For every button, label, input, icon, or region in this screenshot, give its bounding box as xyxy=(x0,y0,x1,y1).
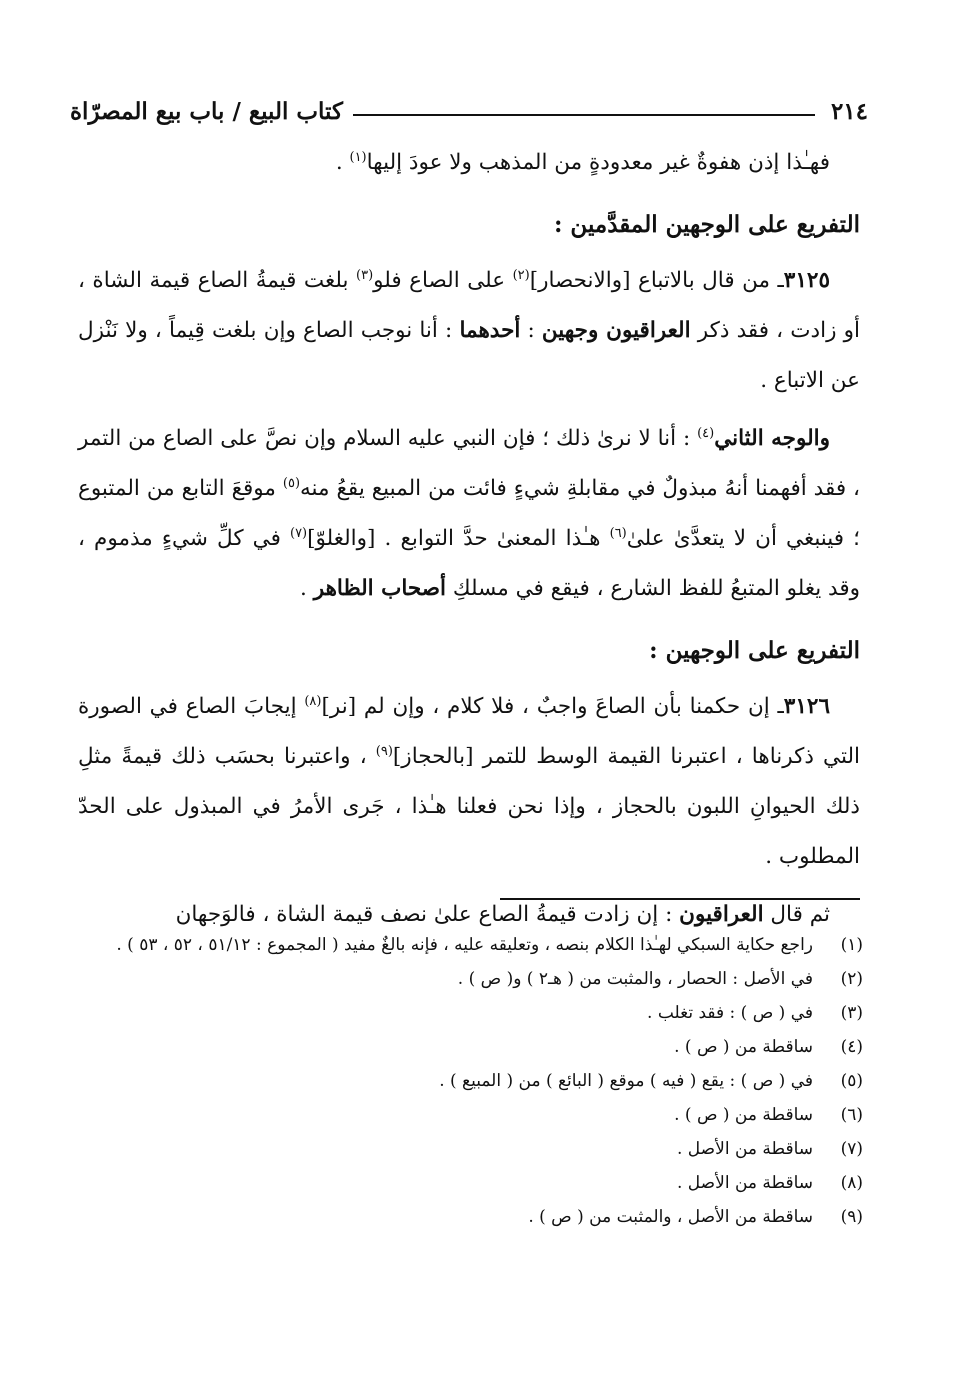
paragraph-continuation xyxy=(78,138,860,188)
footnote-text: في ( ص ) : فقد تغلب . xyxy=(647,1003,813,1023)
footnote-ref[interactable]: (٥) xyxy=(282,475,301,491)
footnote-number: (٢) xyxy=(840,969,863,989)
paragraph-3126 xyxy=(78,682,860,882)
chapter-title: كتاب البيع / باب بيع المصرّاة xyxy=(70,98,343,125)
footnote-separator xyxy=(500,898,860,900)
text-span: : أنا لا نرىٰ ذلك ؛ فإن النبي عليه السلام وإن نصَّ على الصاع من التمر ، فقد أفهمنا أنهُ مبذولٌ في مقابلةِ شيءٍ فائت من المبيع يقعُ منه xyxy=(78,426,860,501)
footnote-text: ساقطة من الأصل . xyxy=(677,1173,813,1193)
footnote-number: (٤) xyxy=(840,1037,863,1057)
footnote-number: (٩) xyxy=(840,1207,863,1227)
footnote-ref[interactable]: (٧) xyxy=(289,525,308,541)
footnote-ref[interactable]: (٩) xyxy=(375,743,393,759)
footnote-item xyxy=(78,1132,863,1166)
footnote-item xyxy=(78,996,863,1030)
footnote-item xyxy=(78,1064,863,1098)
footnote-item xyxy=(78,1200,863,1234)
text-span: موقعَ التابع من المتبوع ؛ فينبغي أن لا يتعدَّىٰ علىٰ xyxy=(78,476,861,551)
footnote-ref[interactable]: (١) xyxy=(349,149,367,165)
text-span: هـٰذا المعنىٰ حدَّ التوابع . [والغلوّ] xyxy=(307,526,610,551)
page-number: ٢١٤ xyxy=(830,98,868,125)
text-span: : أنا نوجب الصاع وإن بلغت قِيماً ، ولا نَنْزل عن الاتباع . xyxy=(78,318,860,393)
footnote-text: ساقطة من ( ص ) . xyxy=(674,1037,813,1057)
footnote-text: في ( ص ) : يقع ( فيه ) موقع ( البائع ) من ( المبيع ) . xyxy=(439,1071,813,1091)
bold-term: والوجه الثاني xyxy=(714,426,830,451)
text-span: في كلِّ شيءٍ مذموم ، وقد يغلو المتبعُ للفظ الشارع ، فيقع في مسلكِ xyxy=(78,526,860,601)
bold-term: أصحاب الظاهر xyxy=(313,576,447,601)
footnote-item xyxy=(78,1030,863,1064)
text-span: بلغت قيمةُ الصاع قيمة الشاة ، أو زادت ، فقد ذكر xyxy=(78,268,860,343)
bold-term: العراقيون xyxy=(679,902,764,927)
footnote-number: (٧) xyxy=(840,1139,863,1159)
footnote-text: في الأصل : الحصار ، والمثبت من ( هـ٢ ) و( ص ) . xyxy=(457,969,813,989)
footnote-number: (٦) xyxy=(840,1105,863,1125)
footnote-text: ساقطة من الأصل . xyxy=(677,1139,813,1159)
paragraph-3125 xyxy=(78,256,860,406)
footnote-item xyxy=(78,1166,863,1200)
footnote-number: (٥) xyxy=(840,1071,863,1091)
footnote-text: ساقطة من الأصل ، والمثبت من ( ص ) . xyxy=(528,1207,813,1227)
footnote-number: (١) xyxy=(840,935,863,955)
section-heading: التفريع على الوجهين المقدَّمين : xyxy=(553,211,860,238)
text-span: : xyxy=(520,318,542,343)
footnote-ref[interactable]: (٦) xyxy=(609,525,627,541)
text-span: . xyxy=(335,150,350,175)
main-text xyxy=(78,138,860,940)
text-span: ـ إن حكمنا بأن الصاعَ واجبٌ ، فلا كلام ، وإن لم [نر] xyxy=(321,694,784,719)
section-heading: التفريع على الوجهين : xyxy=(649,637,860,664)
paragraph-second-view xyxy=(78,414,860,614)
text-span: ـ من قال بالاتباع [والانحصار] xyxy=(529,268,784,293)
footnote-ref[interactable]: (٢) xyxy=(512,267,530,283)
bold-term: العراقيون وجهين xyxy=(541,318,691,343)
footnote-text: ساقطة من ( ص ) . xyxy=(674,1105,813,1125)
text-span: : إن زادت قيمةُ الصاع علىٰ نصف قيمة الشاة ، فالوَجهان xyxy=(175,902,680,927)
text-span: ثم قال xyxy=(763,902,830,927)
footnote-number: (٨) xyxy=(840,1173,863,1193)
footnote-item xyxy=(78,962,863,996)
bold-term: أحدهما xyxy=(459,318,521,343)
footnotes xyxy=(78,928,863,1234)
footnote-ref[interactable]: (٣) xyxy=(356,267,374,283)
text-span: إيجابَ الصاع في الصورة التي ذكرناها ، اعتبرنا القيمة الوسط للتمر [بالحجاز] xyxy=(78,694,860,769)
header-rule xyxy=(353,114,815,116)
text-span: فهـٰذا إذن هفوةٌ غير معدودةٍ من المذهب ولا عودَ إليها xyxy=(366,150,830,175)
footnote-item xyxy=(78,928,863,962)
text-span: . xyxy=(300,576,314,601)
footnote-ref[interactable]: (٤) xyxy=(697,425,715,441)
footnote-text: راجع حكاية السبكي لهـٰذا الكلام بنصه ، وتعليقه عليه ، فإنه بالغٌ مفيد ( المجموع : ٥١/١٢ ، ٥٢ ، ٥٣ ) . xyxy=(116,935,813,955)
paragraph-number: ٣١٢٦ xyxy=(783,694,830,719)
footnote-ref[interactable]: (٨) xyxy=(304,693,322,709)
paragraph-number: ٣١٢٥ xyxy=(783,268,830,293)
text-span: على الصاع فلو xyxy=(373,268,513,293)
running-header xyxy=(70,85,868,125)
footnote-item xyxy=(78,1098,863,1132)
footnote-number: (٣) xyxy=(840,1003,863,1023)
text-span: ، واعتبرنا بحسَب ذلك قيمةً مثلِ ذلك الحيوانِ اللبون بالحجاز ، وإذا نحن فعلنا هـٰذا ، جَرى الأمرُ في المبذول على الحدّ المطلوب . xyxy=(78,744,860,869)
